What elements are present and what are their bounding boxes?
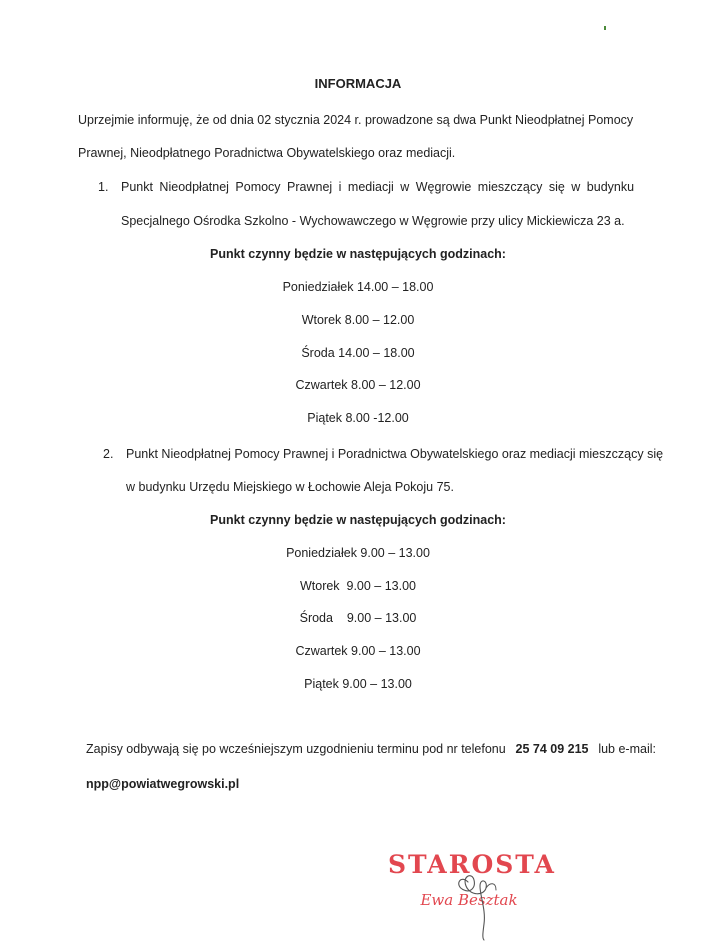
item-1-hours-wednesday: Środa 14.00 – 18.00 — [301, 346, 415, 360]
item-2-hours-thursday: Czwartek 9.00 – 13.00 — [295, 644, 421, 658]
scan-speck — [604, 26, 606, 30]
item-1-line-2: Specjalnego Ośrodka Szkolno - Wychowawczego w Węgrowie przy ulicy Mickiewicza 23 a. — [121, 214, 625, 228]
contact-phone: 25 74 09 215 — [515, 742, 589, 756]
contact-text-after: lub e-mail: — [598, 742, 656, 756]
item-1-hours-friday: Piątek 8.00 -12.00 — [307, 411, 409, 425]
item-2-hours-tuesday: Wtorek 9.00 – 13.00 — [299, 579, 417, 593]
item-2-line-2: w budynku Urzędu Miejskiego w Łochowie Aleja Pokoju 75. — [126, 480, 454, 494]
item-1-number: 1. — [98, 180, 109, 194]
item-1-hours-tuesday: Wtorek 8.00 – 12.00 — [301, 313, 415, 327]
item-1-hours-thursday: Czwartek 8.00 – 12.00 — [295, 378, 421, 392]
document-title: INFORMACJA — [314, 76, 402, 91]
item-2-hours-monday: Poniedziałek 9.00 – 13.00 — [286, 546, 430, 560]
item-2-line-1: Punkt Nieodpłatnej Pomocy Prawnej i Poradnictwa Obywatelskiego oraz mediacji mieszczący się — [126, 447, 664, 461]
item-1-line-1: Punkt Nieodpłatnej Pomocy Prawnej i mediacji w Węgrowie mieszczący się w budynku — [121, 180, 635, 194]
stamp-title: STAROSTA — [388, 850, 556, 879]
contact-email: npp@powiatwegrowski.pl — [86, 777, 240, 791]
item-2-hours-wednesday: Środa 9.00 – 13.00 — [299, 611, 417, 625]
contact-text: Zapisy odbywają się po wcześniejszym uzgodnieniu terminu pod nr telefonu — [86, 742, 506, 756]
item-2-number: 2. — [103, 447, 114, 461]
handwritten-signature — [440, 852, 530, 942]
item-2-hours-heading: Punkt czynny będzie w następujących godzinach: — [210, 513, 506, 527]
intro-line-2: Prawnej, Nieodpłatnego Poradnictwa Obywatelskiego oraz mediacji. — [78, 146, 456, 160]
intro-line-1-text: Uprzejmie informuję, że od dnia 02 stycznia 2024 r. prowadzone są dwa Punkt Nieodpłatnej Pomocy — [78, 113, 634, 127]
intro-line-1 — [78, 112, 644, 128]
item-1-hours-heading: Punkt czynny będzie w następujących godzinach: — [210, 247, 506, 261]
item-2-hours-friday: Piątek 9.00 – 13.00 — [304, 677, 412, 691]
contact-line — [86, 741, 656, 757]
stamp-name: Ewa Besztak — [420, 891, 518, 909]
item-1-hours-monday: Poniedziałek 14.00 – 18.00 — [282, 280, 434, 294]
